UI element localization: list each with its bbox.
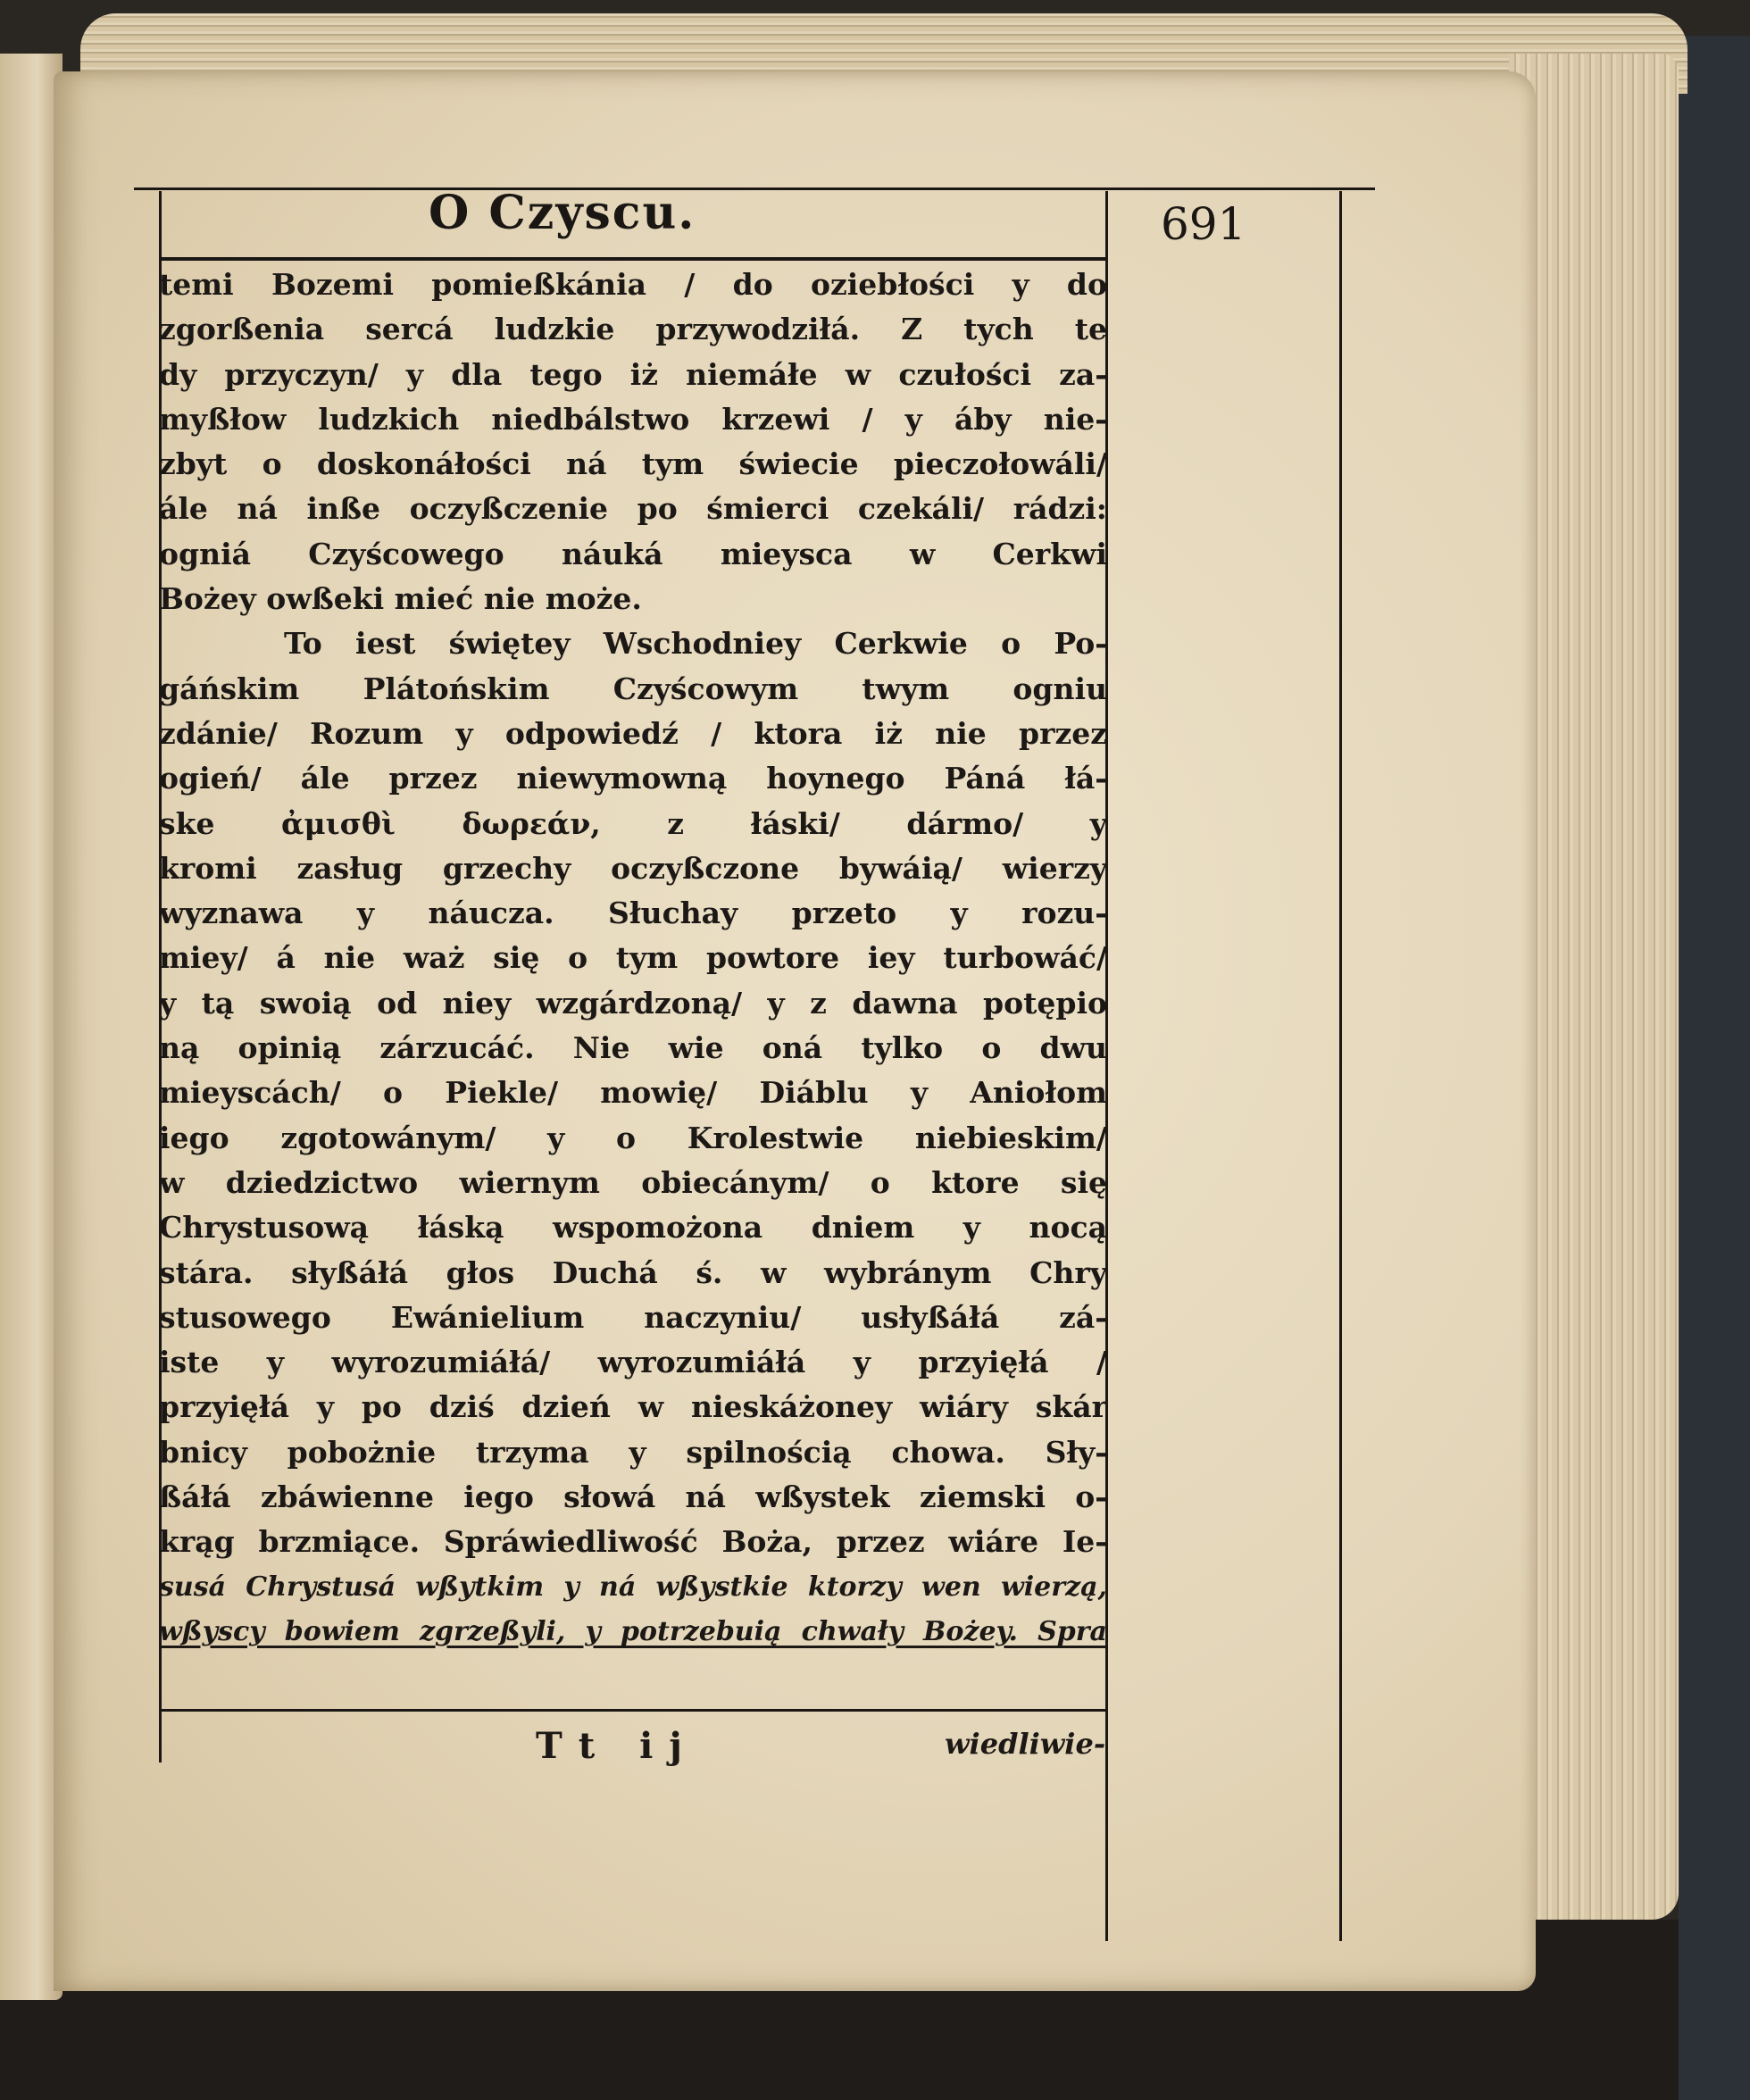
text-line: Chrystusową łáską wspomożona dniem y nocą (159, 1210, 1107, 1246)
text-line: w dziedzictwo wiernym obiecánym/ o ktore się (159, 1164, 1107, 1200)
text-line: ßáłá zbáwienne iego słowá ná wßystek ziemski o- (159, 1479, 1107, 1515)
text-line-greek: ske ἀμισθὶ δωρεάν, z łáski/ dármo/ y (159, 805, 1107, 841)
text-line: wyznawa y náucza. Słuchay przeto y rozu- (159, 896, 1107, 931)
text-line: gáńskim Plátońskim Czyścowym twym ogniu (159, 671, 1107, 706)
body-text-block (159, 262, 1107, 1654)
text-line: ogniá Czyścowego náuká mieysca w Cerkwi (159, 536, 1107, 571)
text-line: dy przyczyn/ y dla tego iż niemáłe w czułości za- (159, 356, 1107, 392)
text-line: stusowego Ewánielium naczyniu/ usłyßáłá zá- (159, 1299, 1107, 1335)
text-line: bnicy pobożnie trzyma y spilnością chowa. Sły- (159, 1434, 1107, 1470)
text-line: mieyscách/ o Piekle/ mowię/ Diáblu y Aniołom (159, 1075, 1107, 1111)
text-line: stára. słyßáłá głos Duchá ś. w wybránym Chry (159, 1254, 1107, 1290)
text-line: Bożey owßeki mieć nie może. (159, 581, 642, 617)
text-line: ogień/ ále przez niewymowną hoynego Páná łá- (159, 761, 1107, 796)
scripture-quote-line: susá Chrystusá wßytkim y ná wßystkie ktorzy wen wierzą, (159, 1571, 1107, 1603)
text-line: zbyt o doskonáłości ná tym świecie pieczołowáli/ (159, 446, 1107, 482)
text-line: iste y wyrozumiáłá/ wyrozumiáłá y przyięłá / (159, 1345, 1107, 1380)
signature-mark: Tt ij (536, 1725, 698, 1767)
catchword: wiedliwie- (945, 1727, 1106, 1761)
book-cover-right (1679, 36, 1750, 2100)
under-header-rule (159, 257, 1107, 261)
page-number: 691 (1161, 198, 1246, 250)
text-line: ną opinią zárzucáć. Nie wie oná tylko o dwu (159, 1030, 1107, 1066)
text-line: temi Bozemi pomießkánia / do oziebłości y do (159, 267, 1107, 302)
text-line: zdánie/ Rozum y odpowiedź / ktora iż nie przez (159, 715, 1107, 751)
header-rule (134, 188, 1375, 190)
text-line: zgorßenia sercá ludzkie przywodziłá. Z tych te (159, 312, 1107, 347)
scripture-quote-line: wßyscy bowiem zgrzeßyli, y potrzebuią chwały Bożey. Spra (159, 1615, 1107, 1647)
text-line: przyięłá y po dziś dzień w nieskáżoney wiáry skár (159, 1389, 1107, 1425)
text-line: To iest świętey Wschodniey Cerkwie o Po- (284, 626, 1107, 662)
text-line: ále ná inße oczyßczenie po śmierci czekáli/ rádzi: (159, 491, 1107, 527)
text-line: iego zgotowánym/ y o Krolestwie niebieskim/ (159, 1120, 1107, 1155)
text-line: miey/ á nie waż się o tym powtore iey turbowáć/ (159, 940, 1107, 976)
right-margin-rule (1339, 191, 1342, 1941)
text-line: kromi zasług grzechy oczyßczone bywáią/ wierzy (159, 850, 1107, 886)
text-line: myßłow ludzkich niedbálstwo krzewi / y áby nie- (159, 401, 1107, 437)
text-line: y tą swoią od niey wzgárdzoną/ y z dawna potępio (159, 985, 1107, 1021)
text-bottom-rule (159, 1709, 1107, 1712)
running-head: O Czyscu. (429, 186, 696, 240)
text-line: krąg brzmiące. Spráwiedliwość Boża, przez wiáre Ie- (159, 1524, 1107, 1560)
